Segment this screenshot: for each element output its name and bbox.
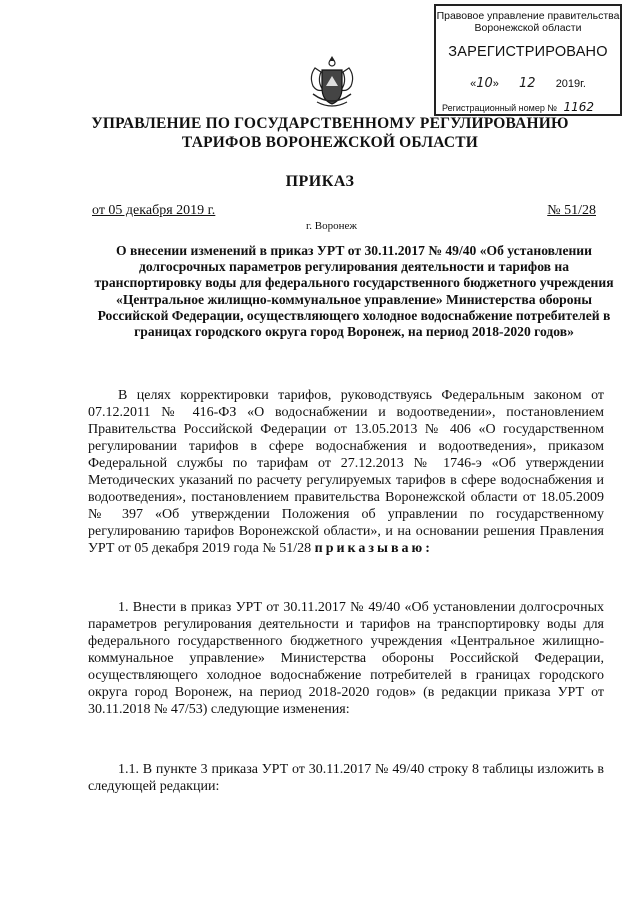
stamp-reg-number: 1162 — [560, 100, 599, 115]
order-word: приказываю: — [314, 541, 433, 556]
stamp-day: 10 — [476, 76, 493, 91]
paragraph-item-1-1: 1.1. В пункте 3 приказа УРТ от 30.11.2017 № 49/40 строку 8 таблицы изложить в следующей редакции: — [88, 762, 604, 794]
document-city: г. Воронеж — [306, 220, 357, 232]
paragraph-item-1: 1. Внести в приказ УРТ от 30.11.2017 № 49/40 «Об установлении долгосрочных параметров регулирования деятельности и тарифов на транспортировку воды для федерального государственного бюджетного учреждения «Центральное жилищно-коммунальное управление» Министерства обороны Российской Федерации, осуществляющего холодное водоснабжение потребителей в границах городского округа город Воронеж, на период 2018-2020 годов» (в редакции приказа УРТ от 30.11.2018 № 47/53) следующие изменения: — [88, 600, 604, 717]
registration-stamp — [434, 4, 622, 116]
preamble-text: В целях корректировки тарифов, руководствуясь Федеральным законом от 07.12.2011 № 416-ФЗ «О водоснабжении и водоотведении», постановлением Правительства Российской Федерации от 13.05.2013 № 406 «О государственном регулировании тарифов в сфере водоснабжения и водоотведения», приказом Федеральной службы по тарифам от 27.12.2013 № 1746-э «Об утверждении Методических указаний по расчету регулируемых тарифов в сфере водоснабжения и водоотведения», постановлением правительства Воронежской области от 18.05.2009 № 397 «Об утверждении Положения об управлении по государственному регулированию тарифов Воронежской области», и на основании решения Правления УРТ от 05 декабря 2019 года № 51/28 — [88, 388, 604, 556]
stamp-date: «10» 12 2019г. — [470, 76, 586, 91]
stamp-reg-number-row — [442, 100, 616, 114]
stamp-organization-line1: Правовое управление правительства — [436, 10, 620, 22]
document-date: от 05 декабря 2019 г. — [92, 203, 216, 218]
stamp-registered-label: ЗАРЕГИСТРИРОВАНО — [448, 44, 608, 60]
coat-of-arms-icon — [307, 52, 357, 112]
stamp-organization — [436, 10, 620, 34]
stamp-reg-number-label: Регистрационный номер № — [442, 103, 558, 113]
stamp-organization-line2: Воронежской области — [474, 22, 582, 34]
document-subject: О внесении изменений в приказ УРТ от 30.11.2017 № 49/40 «Об установлении долгосрочных параметров регулирования деятельности и тарифов на транспортировку воды для федерального государственного бюджетного учреждения «Центральное жилищно-коммунальное управление» Министерства обороны Российской Федерации, осуществляющего холодное водоснабжение потребителей в границах городского округа город Воронеж, на период 2018-2020 годов» — [94, 243, 614, 340]
document-type: ПРИКАЗ — [285, 173, 355, 190]
stamp-month: 12 — [519, 76, 536, 91]
stamp-year: 2019г. — [555, 78, 586, 90]
organization-title: УПРАВЛЕНИЕ ПО ГОСУДАРСТВЕННОМУ РЕГУЛИРОВАНИЮ ТАРИФОВ ВОРОНЕЖСКОЙ ОБЛАСТИ — [91, 115, 569, 151]
paragraph-preamble — [88, 387, 604, 557]
document-number: № 51/28 — [547, 203, 596, 218]
